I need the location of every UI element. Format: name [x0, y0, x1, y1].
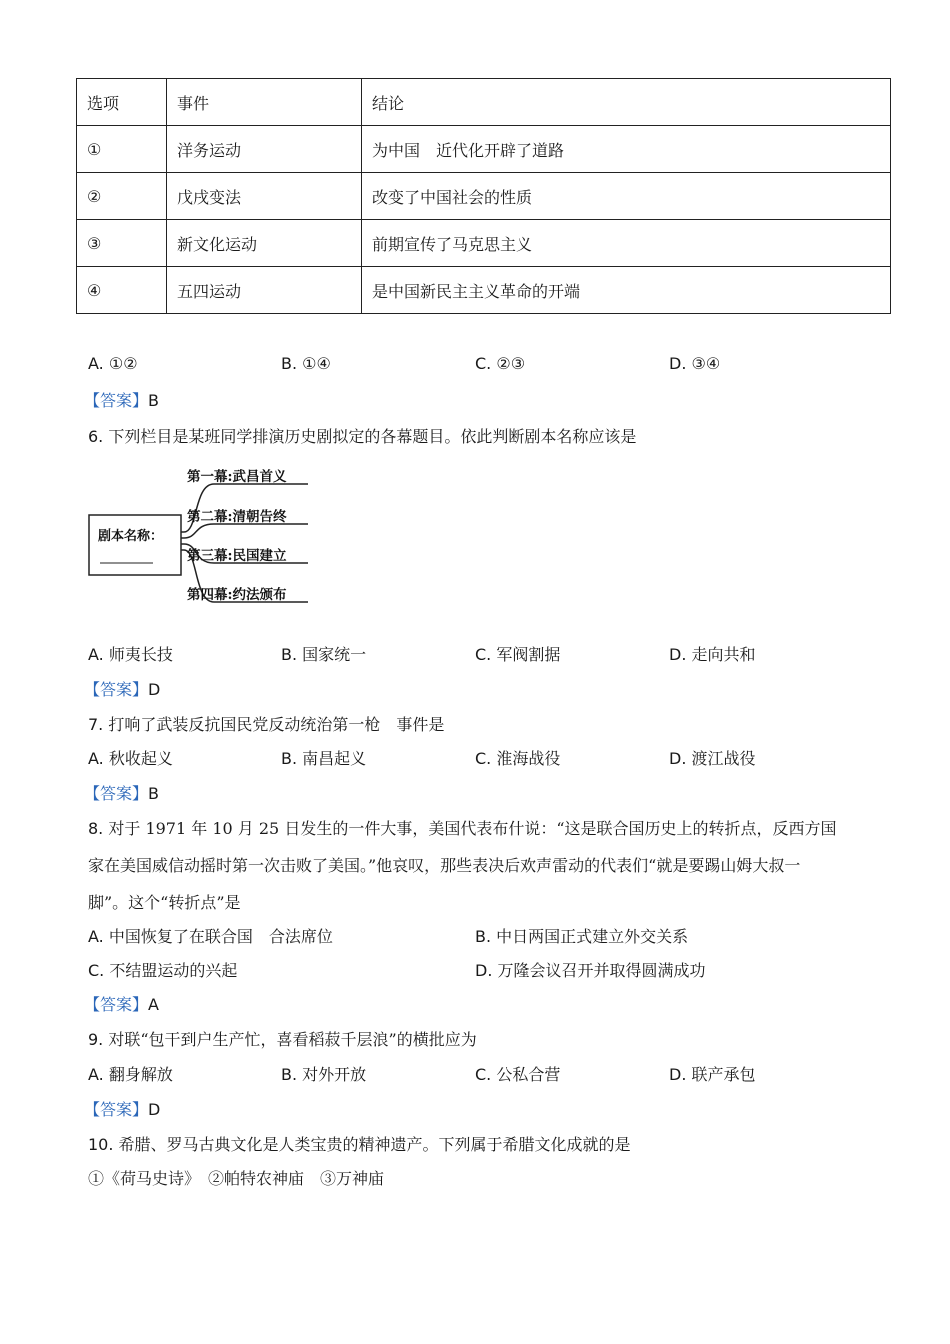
option-letter: D.: [669, 354, 687, 373]
question-number: 8.: [88, 819, 104, 838]
options-table: [76, 78, 891, 314]
option-a: [88, 354, 138, 373]
table-row: [77, 126, 891, 173]
answer-line: [84, 781, 159, 804]
option-text: 中日两国正式建立外交关系: [496, 927, 689, 946]
act-label: 第三幕:民国建立: [187, 548, 287, 564]
option-b: [281, 354, 331, 373]
question-number: 9.: [88, 1030, 104, 1049]
answer-label: 【答案】: [84, 680, 149, 699]
table-row: [77, 173, 891, 220]
answer-label: 【答案】: [84, 1100, 149, 1119]
option-text: 渡江战役: [691, 749, 756, 768]
question-6: [88, 424, 636, 447]
option-d: [475, 958, 706, 981]
option-d: [669, 1062, 756, 1085]
table-header-row: [77, 79, 891, 126]
answer-label: 【答案】: [84, 391, 149, 410]
answer-line: [84, 1097, 160, 1120]
question-text-line: 家在美国威信动摇时第一次击败了美国。”他哀叹，那些表决后欢声雷动的代表们“就是要踢山姆大叔一: [88, 856, 801, 875]
answer-label: 【答案】: [84, 995, 149, 1014]
table-header-cell: 事件: [167, 79, 362, 126]
play-diagram-svg: [86, 462, 316, 610]
table-cell: 新文化运动: [167, 220, 362, 267]
option-a: [88, 746, 173, 769]
option-b: [281, 1062, 366, 1085]
option-a: [88, 924, 333, 947]
answer-value: B: [148, 784, 159, 803]
answer-value: D: [148, 680, 161, 699]
option-d: [669, 642, 756, 665]
option-text: 国家统一: [302, 645, 367, 664]
answer-value: B: [148, 391, 159, 410]
branch-line: [181, 524, 308, 538]
option-text: ①②: [108, 354, 138, 373]
option-text: 联产承包: [691, 1065, 756, 1084]
table-row: [77, 267, 891, 314]
option-letter: B.: [475, 927, 492, 946]
option-c: [88, 958, 237, 981]
option-d: [669, 746, 756, 769]
question-text: 下列栏目是某班同学排演历史剧拟定的各幕题目。依此判断剧本名称应该是: [108, 427, 637, 446]
option-letter: B.: [281, 1065, 298, 1084]
question-text: 希腊、罗马古典文化是人类宝贵的精神遗产。下列属于希腊文化成就的是: [118, 1135, 631, 1154]
option-letter: A.: [88, 749, 104, 768]
question-text: 对联“包干到户生产忙，喜看稻菽千层浪”的横批应为: [108, 1030, 477, 1049]
act-label: 第一幕:武昌首义: [187, 469, 287, 485]
question-number: 7.: [88, 715, 104, 734]
answer-line: [84, 677, 160, 700]
option-letter: D.: [669, 645, 687, 664]
table-cell: ①: [77, 126, 167, 173]
option-d: [669, 354, 720, 373]
option-text: 公私合营: [496, 1065, 561, 1084]
answer-label: 【答案】: [84, 784, 149, 803]
question-text: 打响了武装反抗国民党反动统治第一枪 事件是: [108, 715, 445, 734]
option-letter: B.: [281, 645, 298, 664]
option-letter: A.: [88, 1065, 104, 1084]
question-10: [88, 1132, 631, 1155]
option-letter: C.: [475, 1065, 492, 1084]
option-text: 师夷长技: [108, 645, 173, 664]
answer-value: A: [148, 995, 159, 1014]
script-name-box: [89, 515, 181, 575]
option-c: [475, 1062, 560, 1085]
option-text: 南昌起义: [302, 749, 367, 768]
option-letter: C.: [475, 354, 492, 373]
option-c: [475, 746, 560, 769]
option-letter: B.: [281, 354, 298, 373]
act-label: 第二幕:清朝告终: [187, 509, 287, 525]
option-b: [281, 642, 366, 665]
option-letter: C.: [475, 749, 492, 768]
option-text: 万隆会议召开并取得圆满成功: [497, 961, 706, 980]
table-cell: 前期宣传了马克思主义: [362, 220, 891, 267]
option-letter: C.: [88, 961, 105, 980]
table-cell: 洋务运动: [167, 126, 362, 173]
table-cell: 改变了中国社会的性质: [362, 173, 891, 220]
option-letter: A.: [88, 927, 104, 946]
question-number: 6.: [88, 427, 104, 446]
table-cell: 五四运动: [167, 267, 362, 314]
table-header-cell: 选项: [77, 79, 167, 126]
option-text: 淮海战役: [496, 749, 561, 768]
option-a: [88, 1062, 173, 1085]
question-7: [88, 712, 444, 735]
option-b: [475, 924, 688, 947]
option-a: [88, 642, 173, 665]
option-text: ①④: [302, 354, 331, 373]
option-text: 走向共和: [691, 645, 756, 664]
table-row: [77, 220, 891, 267]
answer-line: [84, 992, 159, 1015]
option-letter: D.: [669, 1065, 687, 1084]
table-cell: 为中国 近代化开辟了道路: [362, 126, 891, 173]
option-c: [475, 354, 525, 373]
act-label: 第四幕:约法颁布: [187, 587, 287, 603]
table-cell: ②: [77, 173, 167, 220]
question-9: [88, 1027, 477, 1050]
option-text: 翻身解放: [108, 1065, 173, 1084]
question-text: 对于 1971 年 10 月 25 日发生的一件大事，美国代表布什说：“这是联合国历史上的转折点，反西方国: [108, 819, 837, 838]
option-letter: C.: [475, 645, 492, 664]
table-header-cell: 结论: [362, 79, 891, 126]
question-number: 10.: [88, 1135, 114, 1154]
option-text: 秋收起义: [108, 749, 173, 768]
question-text-line: 脚”。这个“转折点”是: [88, 893, 241, 912]
script-name-label: 剧本名称：: [98, 529, 164, 544]
option-text: 中国恢复了在联合国 合法席位: [108, 927, 333, 946]
table-cell: ④: [77, 267, 167, 314]
option-letter: B.: [281, 749, 298, 768]
option-letter: A.: [88, 354, 104, 373]
question-items: ①《荷马史诗》 ②帕特农神庙 ③万神庙: [88, 1169, 385, 1188]
option-text: 不结盟运动的兴起: [109, 961, 238, 980]
question-8: [88, 816, 837, 839]
option-text: ②③: [496, 354, 526, 373]
answer-value: D: [148, 1100, 161, 1119]
table-cell: 是中国新民主主义革命的开端: [362, 267, 891, 314]
option-text: 军阀割据: [496, 645, 561, 664]
table-cell: ③: [77, 220, 167, 267]
option-text: 对外开放: [302, 1065, 367, 1084]
answer-line: [84, 388, 159, 411]
option-letter: D.: [669, 749, 687, 768]
option-c: [475, 642, 560, 665]
option-text: ③④: [691, 354, 721, 373]
table-cell: 戊戌变法: [167, 173, 362, 220]
option-b: [281, 746, 366, 769]
option-letter: D.: [475, 961, 493, 980]
option-letter: A.: [88, 645, 104, 664]
